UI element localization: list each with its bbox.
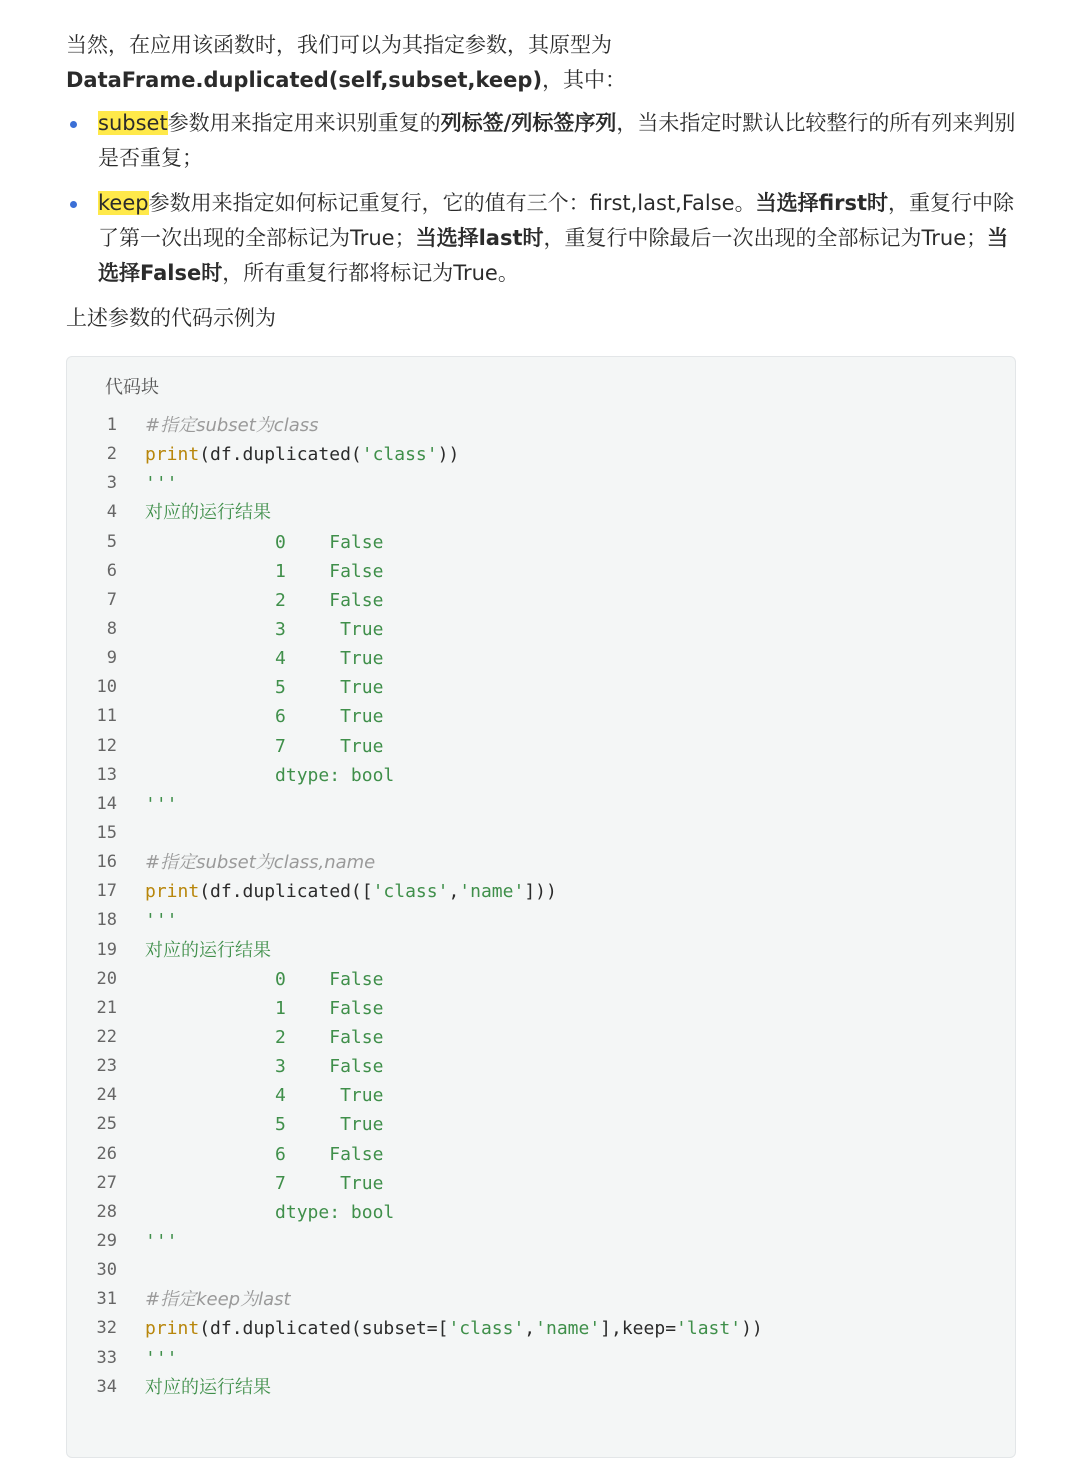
code-block-title: 代码块: [105, 377, 159, 398]
code-text: [145, 906, 178, 935]
code-line: [67, 819, 1015, 848]
line-number: 16: [96, 852, 117, 873]
code-token-string: ''': [145, 473, 178, 495]
line-number: 14: [96, 793, 117, 814]
code-token-plain: (df.duplicated([: [199, 881, 373, 903]
line-number: 27: [96, 1172, 117, 1193]
code-text: [145, 1198, 394, 1227]
code-token-string: ''': [145, 1230, 178, 1252]
code-line: [67, 440, 1015, 469]
code-token-string: 'class': [372, 881, 449, 903]
code-text: [145, 615, 383, 644]
code-token-plain: )): [741, 1318, 763, 1340]
line-number: 9: [106, 648, 117, 669]
code-text: [145, 1344, 178, 1373]
code-text: [145, 877, 557, 906]
code-token-comment: #指定subset为class: [145, 415, 319, 436]
line-number: 18: [96, 910, 117, 931]
code-line: [67, 1110, 1015, 1139]
code-line: [67, 411, 1015, 440]
code-token-string: 7 True: [145, 1172, 384, 1194]
code-text: [145, 1110, 383, 1139]
bullet-dot-icon: [70, 121, 77, 128]
code-text: [145, 1285, 291, 1314]
code-text: [145, 673, 383, 702]
code-line: [67, 1052, 1015, 1081]
code-text: [145, 1373, 271, 1402]
keep-text-b: ，重复行中除了第一次出现的全部标记为True；: [98, 191, 1015, 250]
code-token-string: 0 False: [145, 968, 384, 990]
code-token-string: 6 True: [145, 706, 384, 728]
code-line: [67, 1344, 1015, 1373]
code-text: [145, 586, 383, 615]
code-token-string: 对应的运行结果: [145, 502, 271, 524]
code-token-string: ''': [145, 1347, 178, 1369]
code-token-string: 6 False: [145, 1143, 384, 1165]
line-number: 34: [96, 1376, 117, 1397]
code-token-string: 3 True: [145, 618, 384, 640]
code-line: [67, 1373, 1015, 1402]
keep-bold-c: 当选择False时: [98, 226, 1009, 285]
code-token-string: 'last': [676, 1318, 742, 1340]
code-text: [145, 761, 394, 790]
line-number: 17: [96, 881, 117, 902]
line-number: 30: [96, 1260, 117, 1281]
code-token-string: 4 True: [145, 648, 384, 670]
keep-text-a: 参数用来指定如何标记重复行，它的值有三个：first,last,False。: [148, 191, 756, 215]
article-body: [66, 28, 1016, 336]
code-token-string: ''': [145, 793, 178, 815]
code-token-string: 2 False: [145, 589, 384, 611]
code-text: [145, 936, 271, 965]
code-line: [67, 702, 1015, 731]
code-text: [145, 557, 383, 586]
code-token-string: 5 True: [145, 677, 384, 699]
intro-paragraph: [66, 28, 1016, 98]
code-line: [67, 994, 1015, 1023]
line-number: 26: [96, 1143, 117, 1164]
line-number: 2: [106, 444, 117, 465]
keep-bold-a: 当选择first时: [755, 191, 889, 215]
code-token-string: 对应的运行结果: [145, 1376, 271, 1398]
line-number: 21: [96, 997, 117, 1018]
line-number: 12: [96, 735, 117, 756]
code-token-plain: ])): [524, 881, 557, 903]
code-line: [67, 1314, 1015, 1343]
code-token-string: 3 False: [145, 1056, 384, 1078]
code-token-comment: #指定keep为last: [145, 1289, 291, 1311]
line-number: 10: [96, 677, 117, 698]
code-text: [145, 790, 178, 819]
code-line: [67, 965, 1015, 994]
outro-paragraph: 上述参数的代码示例为: [66, 306, 276, 330]
highlight-keep: keep: [98, 191, 149, 215]
line-number: 5: [106, 531, 117, 552]
line-number: 19: [96, 939, 117, 960]
code-line: [67, 1285, 1015, 1314]
code-text: [145, 1227, 178, 1256]
code-lines: [67, 411, 1015, 1402]
code-text: [145, 1140, 383, 1169]
code-line: [67, 877, 1015, 906]
code-token-string: 'name': [459, 881, 525, 903]
code-token-plain: (df.duplicated(: [199, 444, 362, 466]
code-token-string: 1 False: [145, 560, 384, 582]
code-text: [145, 440, 459, 469]
line-number: 22: [96, 1026, 117, 1047]
line-number: 6: [106, 560, 117, 581]
code-token-string: 'class': [448, 1318, 525, 1340]
line-number: 4: [106, 502, 117, 523]
code-text: [145, 1081, 383, 1110]
list-item-subset: [66, 106, 1016, 176]
code-token-plain: )): [437, 444, 460, 466]
highlight-subset: subset: [98, 111, 168, 135]
code-text: [145, 965, 383, 994]
intro-line-1: 当然，在应用该函数时，我们可以为其指定参数，其原型为: [66, 33, 612, 57]
line-number: 1: [106, 415, 117, 435]
code-text: [145, 732, 383, 761]
code-line: [67, 673, 1015, 702]
code-line: [67, 557, 1015, 586]
code-line: [67, 1140, 1015, 1169]
code-text: [145, 1314, 763, 1343]
code-line: [67, 644, 1015, 673]
code-line: [67, 1169, 1015, 1198]
code-text: [145, 1023, 383, 1052]
code-token-builtin: print: [145, 881, 200, 903]
list-item-keep: [66, 186, 1016, 291]
code-token-string: 7 True: [145, 735, 384, 757]
code-text: [145, 994, 383, 1023]
code-token-plain: ,: [524, 1318, 536, 1340]
code-text: [145, 469, 178, 498]
code-token-builtin: print: [145, 444, 200, 466]
code-token-string: 4 True: [145, 1085, 384, 1107]
code-token-string: 'class': [361, 444, 438, 466]
code-token-plain: ,: [448, 881, 460, 903]
code-token-comment: #指定subset为class,name: [145, 852, 376, 874]
code-token-plain: (df.duplicated(subset=[: [199, 1318, 449, 1340]
function-signature: DataFrame.duplicated(self,subset,keep): [66, 68, 543, 92]
code-line: [67, 586, 1015, 615]
keep-text-d: ，所有重复行都将标记为True。: [222, 261, 519, 285]
code-text: [145, 644, 383, 673]
code-block: [66, 356, 1016, 1458]
line-number: 15: [96, 822, 117, 843]
code-line: [67, 615, 1015, 644]
code-text: [145, 1169, 383, 1198]
code-line: [67, 1023, 1015, 1052]
line-number: 31: [96, 1289, 117, 1310]
code-line: [67, 1081, 1015, 1110]
bullet-dot-icon: [70, 201, 77, 208]
code-token-plain: ],keep=: [600, 1318, 677, 1340]
intro-line-2-tail: ，其中：: [542, 68, 627, 92]
code-token-string: 0 False: [145, 531, 384, 553]
code-token-string: 2 False: [145, 1026, 384, 1048]
code-line: [67, 528, 1015, 557]
code-text: [145, 528, 383, 557]
code-token-string: 5 True: [145, 1114, 384, 1136]
line-number: 25: [96, 1114, 117, 1135]
code-text: [145, 498, 271, 527]
line-number: 32: [96, 1318, 117, 1339]
line-number: 8: [106, 618, 117, 639]
code-line: [67, 936, 1015, 965]
keep-bold-b: 当选择last时: [415, 226, 544, 250]
code-line: [67, 732, 1015, 761]
line-number: 23: [96, 1056, 117, 1077]
code-line: [67, 498, 1015, 527]
code-line: [67, 1198, 1015, 1227]
line-number: 3: [106, 473, 117, 494]
code-line: [67, 906, 1015, 935]
line-number: 11: [96, 706, 117, 727]
code-text: [145, 1052, 383, 1081]
code-text: [145, 848, 375, 877]
line-number: 7: [106, 589, 117, 610]
line-number: 13: [96, 764, 117, 785]
subset-bold-a: 列标签/列标签序列: [440, 111, 617, 135]
line-number: 24: [96, 1085, 117, 1106]
code-token-builtin: print: [145, 1318, 200, 1340]
code-text: [145, 411, 319, 440]
line-number: 33: [96, 1347, 117, 1368]
code-token-string: 对应的运行结果: [145, 939, 271, 961]
subset-text-b: ，当未指定时默认比较整行的所有列来判别是否重复；: [98, 111, 1016, 170]
code-line: [67, 848, 1015, 877]
parameter-list: [66, 106, 1016, 291]
code-line: [67, 761, 1015, 790]
code-token-string: 1 False: [145, 997, 384, 1019]
code-line: [67, 469, 1015, 498]
code-line: [67, 790, 1015, 819]
code-text: [145, 702, 383, 731]
code-token-string: ''': [145, 910, 178, 932]
code-line: [67, 1227, 1015, 1256]
code-token-string: dtype: bool: [145, 1201, 395, 1223]
code-token-string: 'name': [535, 1318, 601, 1340]
line-number: 29: [96, 1230, 117, 1251]
subset-text-a: 参数用来指定用来识别重复的: [167, 111, 441, 135]
code-token-string: dtype: bool: [145, 764, 395, 786]
keep-text-c: ，重复行中除最后一次出现的全部标记为True；: [543, 226, 988, 250]
line-number: 20: [96, 968, 117, 989]
code-line: [67, 1256, 1015, 1285]
line-number: 28: [96, 1201, 117, 1222]
